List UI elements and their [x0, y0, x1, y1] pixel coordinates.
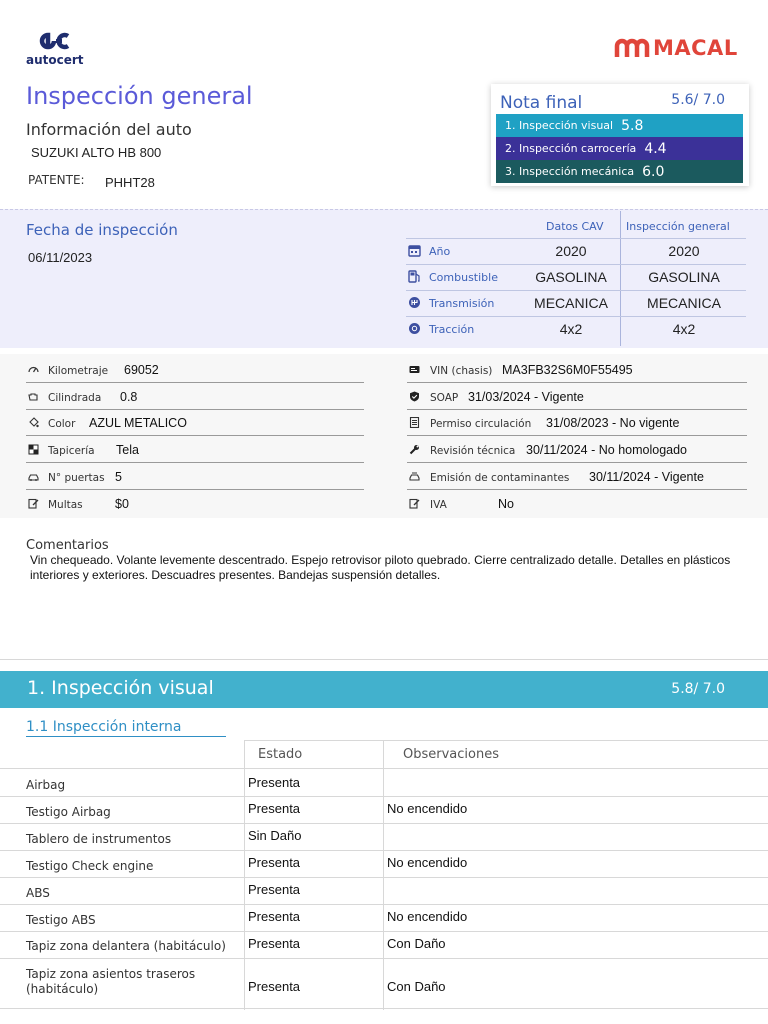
car-model: SUZUKI ALTO HB 800 [31, 145, 162, 160]
detail-emissions [407, 463, 747, 490]
row-item: Testigo Check engine [26, 859, 154, 873]
cav-transmission-value: MECANICA [534, 295, 608, 311]
shield-icon [409, 391, 420, 402]
upholstery-label: Tapicería [48, 445, 95, 457]
general-column-header: Inspección general [626, 220, 730, 233]
table-top-border [245, 740, 768, 741]
gearbox-icon [408, 296, 421, 309]
displacement-label: Cilindrada [48, 392, 102, 404]
comments-label: Comentarios [26, 538, 109, 553]
technical-review-label: Revisión técnica [430, 445, 516, 457]
exhaust-icon [409, 471, 420, 482]
final-score-card [491, 84, 749, 186]
row-item: Tapiz zona delantera (habitáculo) [26, 939, 226, 953]
permit-value: 31/08/2023 - No vigente [546, 416, 680, 430]
color-label: Color [48, 418, 76, 430]
cav-fuel-value: GASOLINA [535, 269, 607, 285]
soap-value: 31/03/2024 - Vigente [468, 390, 584, 404]
table-row [0, 851, 768, 878]
row-observacion: Con Daño [387, 936, 446, 951]
page-title: Inspección general [26, 82, 253, 110]
cav-traction-value: 4x2 [559, 321, 583, 337]
cav-transmission-label: Transmisión [429, 297, 495, 310]
final-score-value: 5.6/ 7.0 [671, 92, 725, 108]
detail-soap [407, 383, 747, 410]
detail-color [26, 409, 364, 436]
mileage-value: 69052 [124, 363, 159, 377]
fines-label: Multas [48, 499, 83, 511]
score-mechanical-value: 6.0 [642, 163, 665, 180]
speedometer-icon [28, 364, 39, 375]
general-fuel-value: GASOLINA [648, 269, 720, 285]
detail-displacement [26, 383, 364, 410]
row-estado: Presenta [248, 979, 301, 994]
calendar-icon [408, 244, 421, 257]
paint-icon [28, 417, 39, 428]
row-item: Airbag [26, 778, 66, 792]
cav-year-value: 2020 [555, 243, 587, 259]
score-body-value: 4.4 [644, 140, 667, 157]
row-observacion: No encendido [387, 801, 468, 816]
detail-technical-review [407, 436, 747, 463]
score-body-label: 2. Inspección carrocería [505, 142, 637, 155]
macal-mark-icon [614, 38, 650, 58]
detail-mileage [26, 356, 364, 383]
score-body-row [496, 137, 743, 160]
table-row [0, 797, 768, 824]
cav-year-label: Año [429, 245, 451, 258]
final-score-label: Nota final [500, 93, 583, 113]
row-estado: Presenta [248, 882, 301, 897]
autocert-mark-icon [38, 30, 74, 52]
patente-label: PATENTE: [28, 173, 85, 187]
row-item: Testigo Airbag [26, 805, 111, 819]
seat-icon [28, 444, 39, 455]
table-row [0, 824, 768, 851]
displacement-value: 0.8 [120, 390, 138, 404]
table-row [0, 878, 768, 905]
visual-inspection-header [0, 671, 768, 708]
document-icon [409, 417, 420, 428]
internal-inspection-underline [26, 736, 226, 737]
observaciones-column-header: Observaciones [403, 747, 499, 762]
macal-logo [614, 36, 738, 60]
row-estado: Presenta [248, 855, 301, 870]
emissions-value: 30/11/2024 - Vigente [589, 470, 704, 484]
score-mechanical-row [496, 160, 743, 183]
table-row [0, 932, 768, 959]
visual-inspection-score: 5.8/ 7.0 [671, 681, 725, 697]
detail-iva [407, 490, 747, 517]
row-estado: Sin Daño [248, 828, 302, 843]
iva-label: IVA [430, 499, 447, 511]
doors-label: N° puertas [48, 472, 105, 484]
cav-row-year [406, 238, 746, 264]
technical-review-value: 30/11/2024 - No homologado [526, 443, 687, 457]
detail-permit [407, 409, 747, 436]
vin-value: MA3FB32S6M0F55495 [502, 363, 633, 377]
estado-column-header: Estado [258, 747, 303, 762]
cav-traction-label: Tracción [429, 323, 475, 336]
cav-row-fuel [406, 264, 746, 290]
row-item: Tablero de instrumentos [26, 832, 172, 846]
comments-text: Vin chequeado. Volante levemente descentrado. Espejo retrovisor piloto quebrado. Cierre centralizado detalle. Detalles en plásticos interiores y exteriores. Descuadres presentes. Bandejas suspensión detalles. [30, 553, 731, 582]
macal-wordmark: MACAL [653, 36, 738, 60]
mileage-label: Kilometraje [48, 365, 109, 377]
cav-row-transmission [406, 290, 746, 316]
doors-value: 5 [115, 470, 122, 484]
table-row [0, 768, 768, 797]
fuel-icon [408, 270, 421, 283]
cav-row-traction [406, 316, 746, 342]
general-year-value: 2020 [668, 243, 700, 259]
score-visual-row [496, 114, 743, 137]
row-item: ABS [26, 886, 50, 900]
visual-inspection-title: 1. Inspección visual [27, 677, 214, 699]
row-estado: Presenta [248, 775, 301, 790]
car-icon [28, 471, 39, 482]
patente-value: PHHT28 [105, 175, 155, 190]
engine-icon [28, 391, 39, 402]
detail-doors [26, 463, 364, 490]
score-visual-value: 5.8 [621, 117, 644, 134]
score-visual-label: 1. Inspección visual [505, 119, 614, 132]
detail-upholstery [26, 436, 364, 463]
soap-label: SOAP [430, 392, 459, 404]
cav-column-header: Datos CAV [546, 220, 604, 233]
table-row [0, 905, 768, 932]
wrench-icon [409, 444, 420, 455]
row-observacion: No encendido [387, 855, 468, 870]
row-item: Tapiz zona asientos traseros (habitáculo) [26, 967, 196, 996]
row-observacion: Con Daño [387, 979, 446, 994]
cav-fuel-label: Combustible [429, 271, 498, 284]
emissions-label: Emisión de contaminantes [430, 472, 570, 484]
wheel-icon [408, 322, 421, 335]
color-value: AZUL METALICO [89, 416, 187, 430]
vin-icon [409, 364, 420, 375]
internal-inspection-heading: 1.1 Inspección interna [26, 719, 182, 735]
permit-label: Permiso circulación [430, 418, 532, 430]
autocert-wordmark: autocert [26, 53, 84, 67]
row-item: Testigo ABS [26, 913, 96, 927]
fines-value: $0 [115, 497, 129, 511]
car-info-heading: Información del auto [26, 120, 192, 139]
row-estado: Presenta [248, 801, 301, 816]
table-row [0, 959, 768, 1009]
inspection-date-value: 06/11/2023 [28, 250, 93, 265]
autocert-logo [26, 30, 96, 70]
row-estado: Presenta [248, 936, 301, 951]
row-estado: Presenta [248, 909, 301, 924]
row-observacion: No encendido [387, 909, 468, 924]
detail-fines [26, 490, 364, 517]
score-mechanical-label: 3. Inspección mecánica [505, 165, 635, 178]
vin-label: VIN (chasis) [430, 365, 493, 377]
general-traction-value: 4x2 [672, 321, 696, 337]
section-divider [0, 659, 768, 660]
general-transmission-value: MECANICA [647, 295, 721, 311]
detail-vin [407, 356, 747, 383]
ticket-icon [28, 498, 39, 509]
inspection-date-label: Fecha de inspección [26, 221, 178, 239]
ticket-icon [409, 498, 420, 509]
iva-value: No [498, 497, 514, 511]
upholstery-value: Tela [116, 443, 139, 457]
